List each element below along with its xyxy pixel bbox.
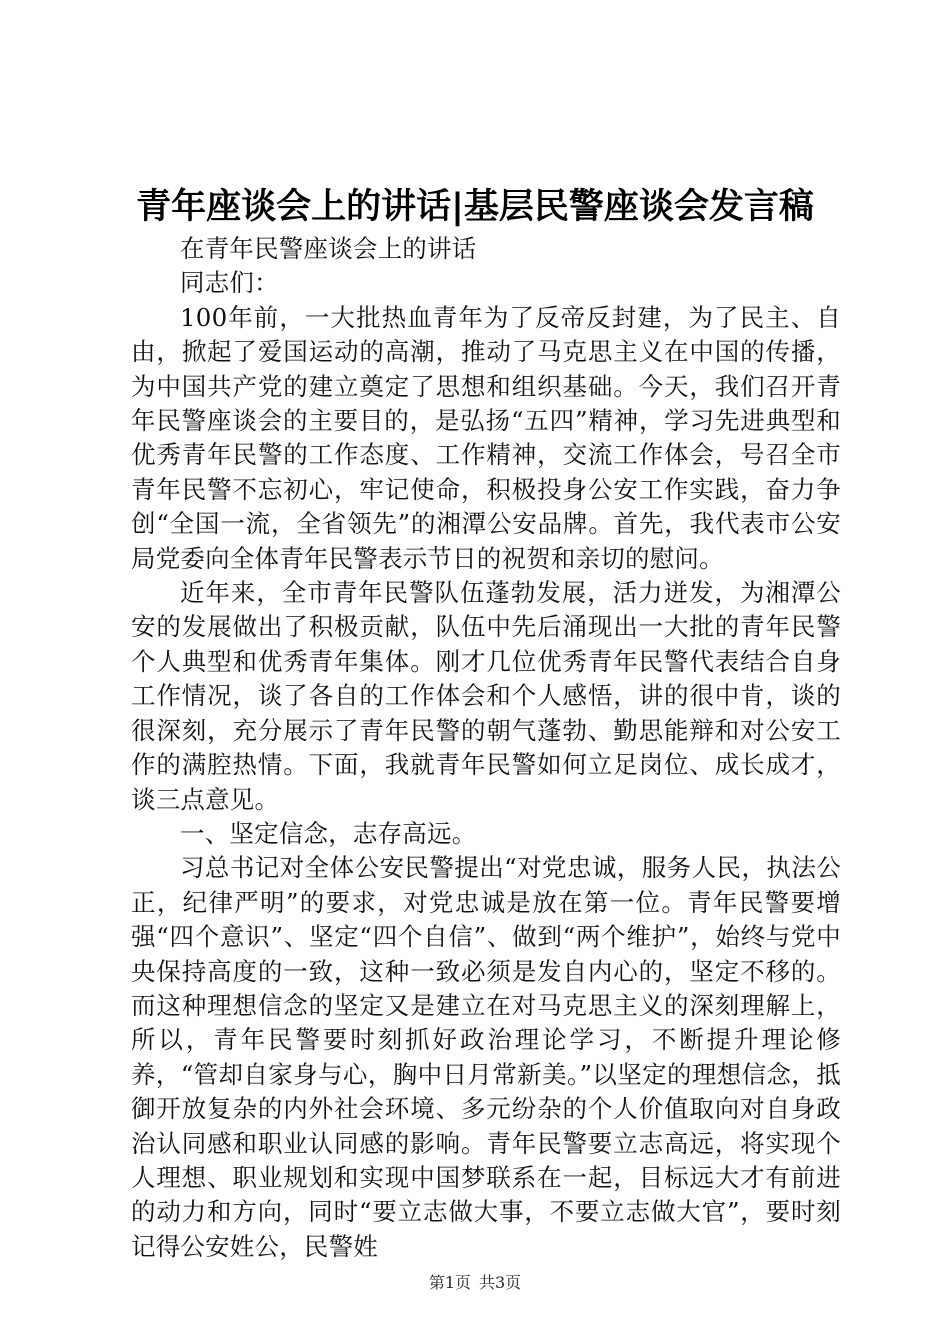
paragraph-achievements: 近年来，全市青年民警队伍蓬勃发展，活力迸发，为湘潭公安的发展做出了积极贡献，队伍中先后涌现出一大批的青年民警个人典型和优秀青年集体。刚才几位优秀青年民警代表结合自身工作情况，谈了各自的工作体会和个人感悟，讲的很中肯，谈的很深刻，充分展示了青年民警的朝气蓬勃、勤思能辩和对公安工作的满腔热情。下面，我就青年民警如何立足岗位、成长成才，谈三点意见。: [131, 578, 841, 814]
paragraph-salutation: 同志们：: [180, 268, 279, 298]
document-title: 青年座谈会上的讲话|基层民警座谈会发言稿: [136, 187, 814, 227]
paragraph-section-1: 习总书记对全体公安民警提出“对党忠诚，服务人民，执法公正，纪律严明”的要求，对党忠诚是放在第一位。青年民警要增强“四个意识”、坚定“四个自信”、做到“两个维护”，始终与党中央保持高度的一致，这种一致必须是发自内心的，坚定不移的。而这种理想信念的坚定又是建立在对马克思主义的深刻理解上，所以，青年民警要时刻抓好政治理论学习，不断提升理论修养，“管却自家身与心，胸中日月常新美。”以坚定的理想信念，抵御开放复杂的内外社会环境、多元纷杂的个人价值取向对自身政治认同感和职业认同感的影响。青年民警要立志高远，将实现个人理想、职业规划和实现中国梦联系在一起，目标远大才有前进的动力和方向，同时“要立志做大事，不要立志做大官”，要时刻记得公安姓公，民警姓: [131, 853, 841, 1261]
page-total: 共3页: [479, 1273, 522, 1292]
document-body: [131, 232, 841, 1264]
paragraph-intro: 100年前，一大批热血青年为了反帝反封建，为了民主、自由，掀起了爱国运动的高潮，推动了马克思主义在中国的传播，为中国共产党的建立奠定了思想和组织基础。今天，我们召开青年民警座谈会的主要目的，是弘扬“五四”精神，学习先进典型和优秀青年民警的工作态度、工作精神，交流工作体会，号召全市青年民警不忘初心，牢记使命，积极投身公安工作实践，奋力争创“全国一流，全省领先”的湘潭公安品牌。首先，我代表市公安局党委向全体青年民警表示节日的祝贺和亲切的慰问。: [131, 302, 841, 573]
page-footer: [0, 1272, 950, 1294]
page-number: 第1页: [428, 1273, 471, 1292]
section-heading-1: 一、坚定信念，志存高远。: [180, 818, 477, 848]
paragraph-subtitle: 在青年民警座谈会上的讲话: [180, 234, 477, 263]
